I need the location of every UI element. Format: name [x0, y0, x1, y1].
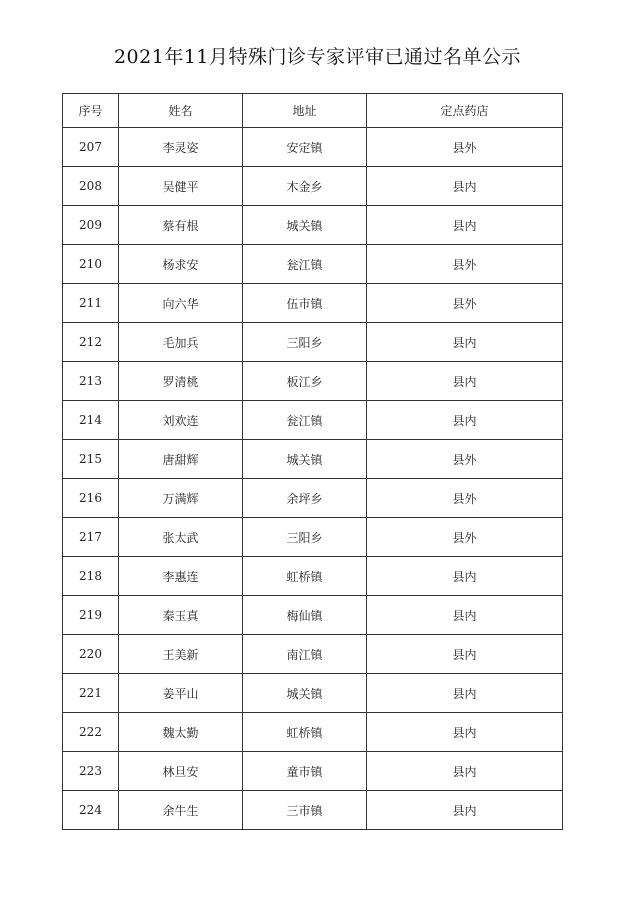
- cell-seq: 222: [63, 713, 119, 752]
- cell-seq: 224: [63, 791, 119, 830]
- table-row: [63, 791, 563, 830]
- cell-seq: 211: [63, 284, 119, 323]
- cell-pharmacy: 县外: [367, 518, 563, 557]
- table-row: [63, 128, 563, 167]
- cell-name: 魏太勤: [119, 713, 243, 752]
- table-row: [63, 557, 563, 596]
- cell-seq: 210: [63, 245, 119, 284]
- table-row: [63, 752, 563, 791]
- cell-address: 南江镇: [243, 635, 367, 674]
- cell-address: 余坪乡: [243, 479, 367, 518]
- cell-seq: 220: [63, 635, 119, 674]
- cell-name: 唐甜辉: [119, 440, 243, 479]
- cell-seq: 218: [63, 557, 119, 596]
- cell-name: 张太武: [119, 518, 243, 557]
- cell-name: 余牛生: [119, 791, 243, 830]
- cell-pharmacy: 县外: [367, 440, 563, 479]
- cell-name: 林旦安: [119, 752, 243, 791]
- page-title: 2021年11月特殊门诊专家评审已通过名单公示: [113, 46, 522, 68]
- cell-address: 伍市镇: [243, 284, 367, 323]
- cell-address: 瓮江镇: [243, 401, 367, 440]
- table-row: [63, 323, 563, 362]
- cell-address: 城关镇: [243, 206, 367, 245]
- cell-name: 李灵姿: [119, 128, 243, 167]
- cell-name: 李惠连: [119, 557, 243, 596]
- cell-name: 罗清桃: [119, 362, 243, 401]
- cell-pharmacy: 县内: [367, 401, 563, 440]
- cell-seq: 213: [63, 362, 119, 401]
- cell-seq: 209: [63, 206, 119, 245]
- cell-seq: 208: [63, 167, 119, 206]
- cell-pharmacy: 县内: [367, 596, 563, 635]
- cell-address: 童市镇: [243, 752, 367, 791]
- cell-address: 虹桥镇: [243, 557, 367, 596]
- header-name: 姓名: [119, 94, 243, 128]
- cell-seq: 219: [63, 596, 119, 635]
- cell-name: 毛加兵: [119, 323, 243, 362]
- cell-pharmacy: 县外: [367, 479, 563, 518]
- cell-address: 三阳乡: [243, 323, 367, 362]
- cell-seq: 214: [63, 401, 119, 440]
- cell-address: 城关镇: [243, 440, 367, 479]
- table-row: [63, 245, 563, 284]
- table-row: [63, 674, 563, 713]
- cell-address: 板江乡: [243, 362, 367, 401]
- cell-pharmacy: 县外: [367, 284, 563, 323]
- cell-pharmacy: 县内: [367, 791, 563, 830]
- cell-seq: 207: [63, 128, 119, 167]
- table-row: [63, 401, 563, 440]
- cell-name: 杨求安: [119, 245, 243, 284]
- cell-address: 三市镇: [243, 791, 367, 830]
- cell-pharmacy: 县内: [367, 635, 563, 674]
- cell-name: 向六华: [119, 284, 243, 323]
- cell-address: 梅仙镇: [243, 596, 367, 635]
- cell-address: 三阳乡: [243, 518, 367, 557]
- table-row: [63, 713, 563, 752]
- header-address: 地址: [243, 94, 367, 128]
- cell-pharmacy: 县内: [367, 752, 563, 791]
- cell-name: 万满辉: [119, 479, 243, 518]
- cell-pharmacy: 县外: [367, 245, 563, 284]
- table-body: [63, 128, 563, 830]
- table-row: [63, 518, 563, 557]
- cell-seq: 223: [63, 752, 119, 791]
- cell-address: 瓮江镇: [243, 245, 367, 284]
- table-row: [63, 479, 563, 518]
- cell-name: 吴健平: [119, 167, 243, 206]
- cell-seq: 217: [63, 518, 119, 557]
- table-row: [63, 635, 563, 674]
- cell-name: 王美新: [119, 635, 243, 674]
- cell-pharmacy: 县外: [367, 128, 563, 167]
- cell-pharmacy: 县内: [367, 323, 563, 362]
- table-row: [63, 284, 563, 323]
- cell-seq: 221: [63, 674, 119, 713]
- cell-seq: 215: [63, 440, 119, 479]
- header-pharmacy: 定点药店: [367, 94, 563, 128]
- table-header-row: [63, 94, 563, 128]
- cell-pharmacy: 县内: [367, 206, 563, 245]
- cell-address: 虹桥镇: [243, 713, 367, 752]
- approved-list-table: [62, 93, 563, 830]
- cell-pharmacy: 县内: [367, 557, 563, 596]
- cell-address: 安定镇: [243, 128, 367, 167]
- table-row: [63, 206, 563, 245]
- cell-name: 刘欢连: [119, 401, 243, 440]
- cell-seq: 216: [63, 479, 119, 518]
- cell-seq: 212: [63, 323, 119, 362]
- cell-pharmacy: 县内: [367, 362, 563, 401]
- table-row: [63, 167, 563, 206]
- table-row: [63, 596, 563, 635]
- cell-pharmacy: 县内: [367, 713, 563, 752]
- table-row: [63, 362, 563, 401]
- cell-name: 秦玉真: [119, 596, 243, 635]
- header-seq: 序号: [63, 94, 119, 128]
- cell-address: 城关镇: [243, 674, 367, 713]
- cell-pharmacy: 县内: [367, 167, 563, 206]
- cell-address: 木金乡: [243, 167, 367, 206]
- cell-name: 蔡有根: [119, 206, 243, 245]
- table-row: [63, 440, 563, 479]
- cell-pharmacy: 县内: [367, 674, 563, 713]
- cell-name: 姜平山: [119, 674, 243, 713]
